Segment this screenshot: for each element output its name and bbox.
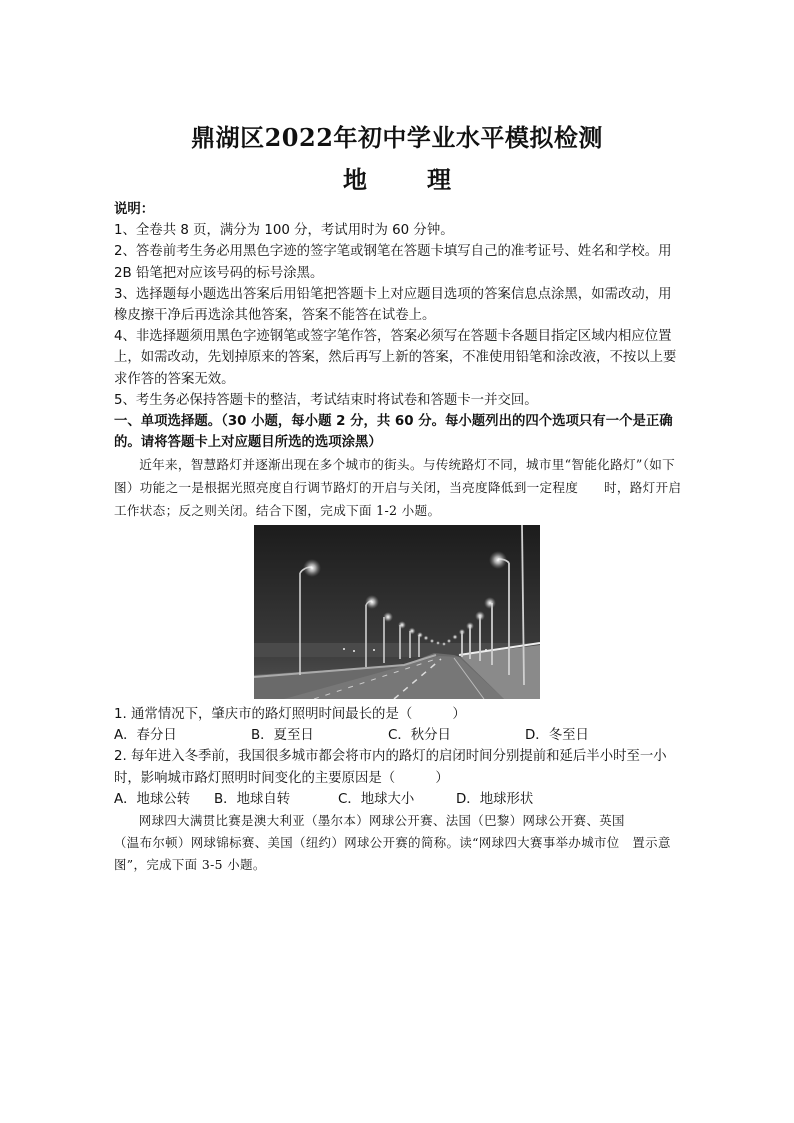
question-2-stem: 2. 每年进入冬季前，我国很多城市都会将市内的路灯的启闭时间分别提前和延后半小时至一小时，影响城市路灯照明时间变化的主要原因是（ ） (114, 749, 667, 786)
instruction-item: 5、考生务必保持答题卡的整洁，考试结束时将试卷和答题卡一并交回。 (114, 392, 538, 408)
option-d: D．地球形状 (456, 791, 534, 807)
option-b: B．地球自转 (214, 791, 291, 807)
subject-title: 地 理 (343, 165, 469, 194)
exam-title: 鼎湖区2022年初中学业水平模拟检测 (191, 123, 603, 152)
question-2-options (114, 789, 684, 810)
instruction-item: 1、全卷共 8 页，满分为 100 分，考试用时为 60 分钟。 (114, 223, 454, 239)
option-c: C．地球大小 (338, 791, 415, 807)
instructions (114, 199, 684, 522)
passage-streetlight: 近年来，智慧路灯并逐渐出现在多个城市的街头。与传统路灯不同，城市里“智能化路灯”（如下图）功能之一是根据光照亮度自行调节路灯的开启与关闭，当亮度降低到一定程度 时，路灯开启工作状态；反之则关闭。结合下图，完成下面 1-2 小题。 (114, 457, 682, 519)
option-a: A．地球公转 (114, 791, 191, 807)
question-1-stem: 1. 通常情况下，肇庆市的路灯照明时间最长的是（ ） (114, 707, 466, 722)
section-heading: 一、单项选择题。（30 小题，每小题 2 分，共 60 分。每小题列出的四个选项只有一个是正确的。请将答题卡上对应题目所选的选项涂黑） (114, 414, 673, 451)
passage-tennis-first-line: 网球四大满贯比赛是澳大利亚（墨尔本）网球公开赛、法国（巴黎）网球公开赛、英国 (138, 813, 625, 829)
option-c: C．秋分日 (388, 728, 451, 744)
option-a: A．春分日 (114, 728, 177, 744)
passage-tennis (114, 810, 684, 876)
streetlight-photo (254, 525, 540, 699)
questions (114, 704, 684, 876)
instruction-item: 4、非选择题须用黑色字迹钢笔或签字笔作答，答案必须写在答题卡各题目指定区域内相应位置上，如需改动，先划掉原来的答案，然后再写上新的答案，不准使用铅笔和涂改液，不按以上要求作答的答案无效。 (114, 329, 677, 387)
instructions-heading: 说明： (114, 202, 155, 217)
option-d: D．冬至日 (525, 728, 589, 744)
question-1-options (114, 725, 684, 746)
passage-tennis-rest: （温布尔顿）网球锦标赛、美国（纽约）网球公开赛的简称。读“网球四大赛事举办城市位 置示意图”，完成下面 3-5 小题。 (114, 835, 671, 873)
option-b: B．夏至日 (251, 728, 314, 744)
instruction-item: 2、答卷前考生务必用黑色字迹的签字笔或钢笔在答题卡填写自己的准考证号、姓名和学校。用 2B 铅笔把对应该号码的标号涂黑。 (114, 244, 672, 281)
instruction-item: 3、选择题每小题选出答案后用铅笔把答题卡上对应题目选项的答案信息点涂黑，如需改动，用橡皮擦干净后再选涂其他答案，答案不能答在试卷上。 (114, 286, 672, 324)
